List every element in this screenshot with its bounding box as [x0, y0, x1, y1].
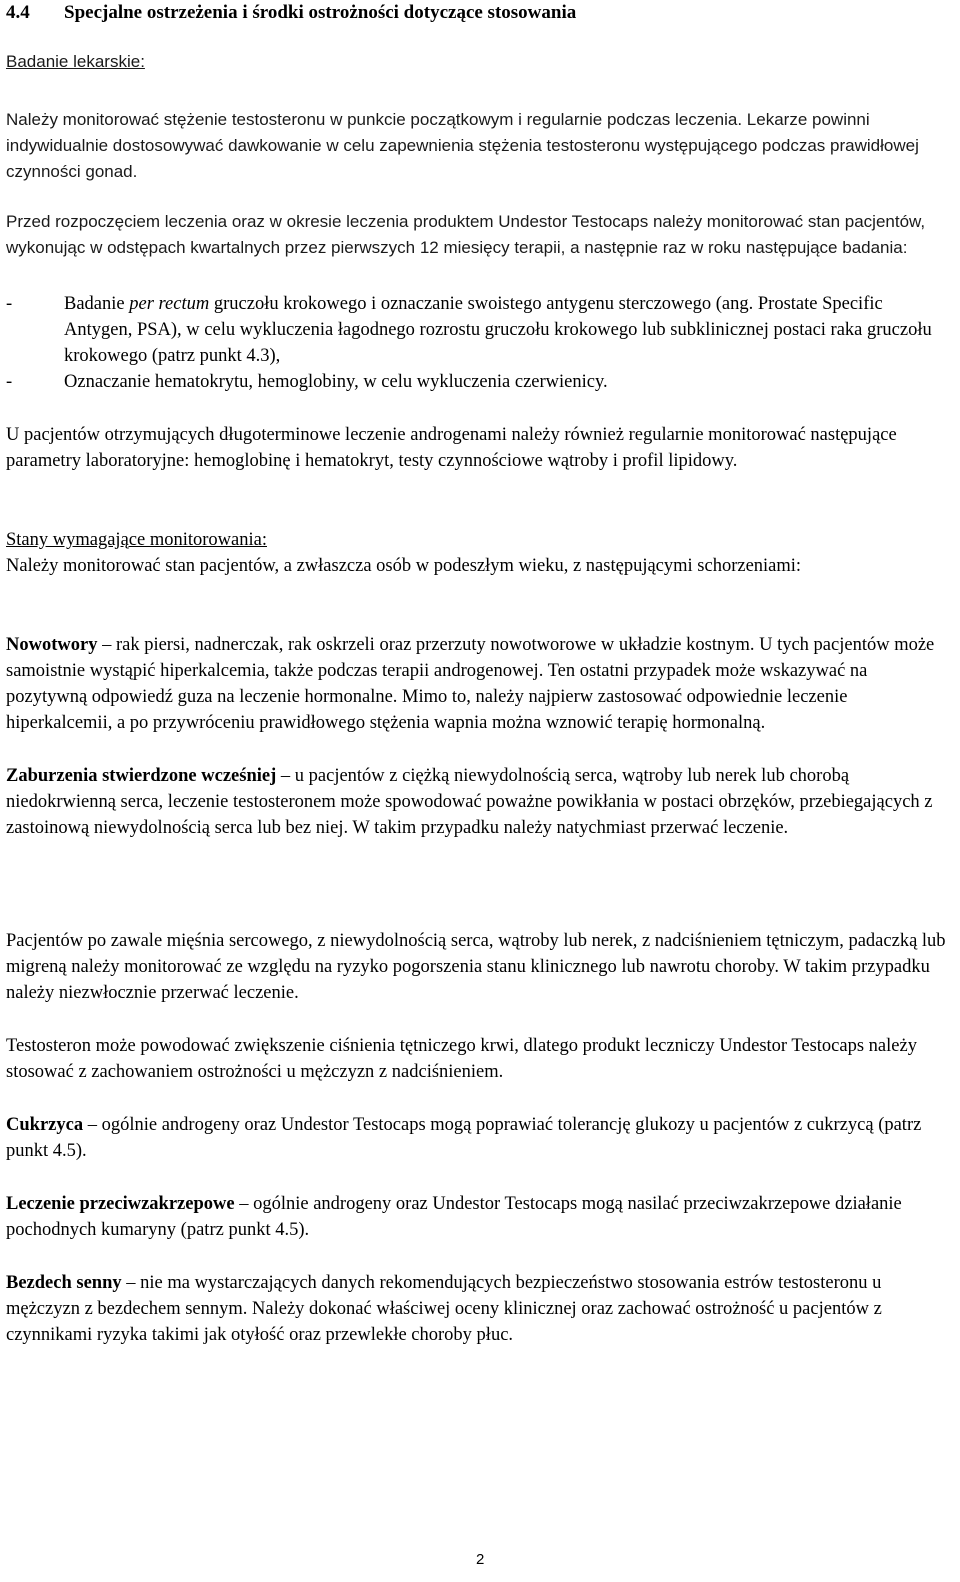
list-item: - Badanie per rectum gruczołu krokowego i oznaczanie swoistego antygenu sterczowego (ang. Prostate Specific Antygen, PSA), w celu wykluczenia łagodnego rozrostu gruczołu krokowego lub subklinicznej postaci raka gruczołu krokowego (patrz punkt 4.3),: [6, 291, 950, 369]
medical-exam-label: Badanie lekarskie:: [6, 52, 145, 71]
post-mi-paragraph: Pacjentów po zawale mięśnia sercowego, z niewydolnością serca, wątroby lub nerek, z nadciśnieniem tętniczym, padaczką lub migreną należy monitorować ze względu na ryzyko pogorszenia stanu klinicznego lub nawrotu choroby. W takim przypadku należy niezwłocznie przerwać leczenie.: [6, 931, 946, 1003]
diabetes-paragraph: Cukrzyca – ogólnie androgeny oraz Undestor Testocaps mogą poprawiać tolerancję glukozy u pacjentów z cukrzycą (patrz punkt 4.5).: [6, 1115, 922, 1161]
section-heading: [6, 2, 576, 24]
section-number: 4.4: [6, 2, 30, 23]
sleep-apnea-paragraph: Bezdech senny – nie ma wystarczających danych rekomendujących bezpieczeństwo stosowania estrów testosteronu u mężczyzn z bezdechem sennym. Należy dokonać właściwej oceny klinicznej oraz zachować ostrożność u pacjentów z czynnikami ryzyka takimi jak otyłość oraz przewlekłe choroby płuc.: [6, 1273, 882, 1345]
anticoagulation-paragraph: Leczenie przeciwzakrzepowe – ogólnie androgeny oraz Undestor Testocaps mogą nasilać przeciwzakrzepowe działanie pochodnych kumaryny (patrz punkt 4.5).: [6, 1194, 902, 1240]
diabetes-term: Cukrzyca: [6, 1115, 84, 1135]
monitoring-paragraph: Przed rozpoczęciem leczenia oraz w okresie leczenia produktem Undestor Testocaps należy monitorować stan pacjentów, wykonując w odstępach kwartalnych przez pierwszych 12 miesięcy terapii, a następnie raz w roku następujące badania:: [6, 212, 926, 257]
list-dash: -: [6, 294, 13, 314]
exam-list: [6, 291, 950, 395]
blood-pressure-paragraph: Testosteron może powodować zwiększenie ciśnienia tętniczego krwi, dlatego produkt leczniczy Undestor Testocaps należy stosować z zachowaniem ostrożności u mężczyzn z nadciśnieniem.: [6, 1036, 917, 1082]
tumors-term: Nowotwory: [6, 635, 98, 655]
sleep-apnea-term: Bezdech senny: [6, 1273, 122, 1293]
conditions-intro: Należy monitorować stan pacjentów, a zwłaszcza osób w podeszłym wieku, z następującymi schorzeniami:: [6, 556, 802, 576]
anticoagulation-term: Leczenie przeciwzakrzepowe: [6, 1194, 235, 1214]
long-term-paragraph: U pacjentów otrzymujących długoterminowe leczenie androgenami należy również regularnie monitorować następujące parametry laboratoryjne: hemoglobinę i hematokryt, testy czynnościowe wątroby i profil lipidowy.: [6, 425, 897, 471]
italic-term: per rectum: [129, 294, 210, 314]
list-item: - Oznaczanie hematokrytu, hemoglobiny, w celu wykluczenia czerwienicy.: [6, 369, 950, 395]
page-number: 2: [476, 1551, 485, 1568]
tumors-paragraph: Nowotwory – rak piersi, nadnerczak, rak oskrzeli oraz przerzuty nowotworowe w układzie kostnym. U tych pacjentów może samoistnie wystąpić hiperkalcemia, także podczas terapii androgenowej. Ten ostatni przypadek może wskazywać na pozytywną odpowiedź guza na leczenie hormonalne. Mimo to, należy najpierw zastosować odpowiednie leczenie hiperkalcemii, a po przywróceniu prawidłowego stężenia wapnia można wznowić terapię hormonalną.: [6, 635, 935, 733]
conditions-label: Stany wymagające monitorowania:: [6, 530, 267, 550]
medical-exam-intro: Należy monitorować stężenie testosteronu w punkcie początkowym i regularnie podczas leczenia. Lekarze powinni indywidualnie dostosowywać dawkowanie w celu zapewnienia stężenia testosteronu występującego podczas prawidłowej czynności gonad.: [6, 110, 919, 181]
section-title: Specjalne ostrzeżenia i środki ostrożności dotyczące stosowania: [64, 2, 577, 23]
list-dash: -: [6, 372, 13, 392]
disorders-paragraph: Zaburzenia stwierdzone wcześniej – u pacjentów z ciężką niewydolnością serca, wątroby lub nerek lub chorobą niedokrwienną serca, leczenie testosteronem może spowodować poważne powikłania w postaci obrzęków, przebiegających z zastoinową niewydolnością serca lub bez niej. W takim przypadku należy natychmiast przerwać leczenie.: [6, 766, 933, 838]
disorders-term: Zaburzenia stwierdzone wcześniej: [6, 766, 277, 786]
